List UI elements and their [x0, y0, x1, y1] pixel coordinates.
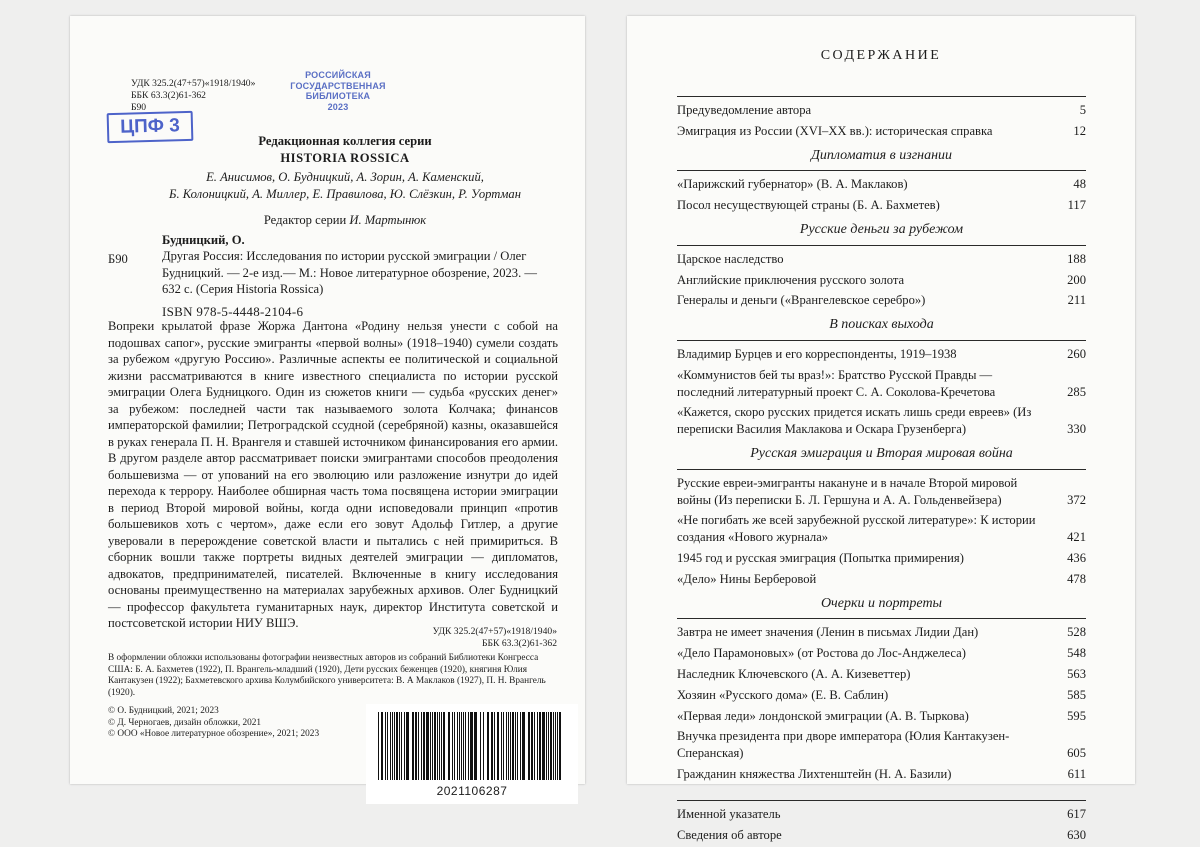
toc-entry-title: «Не погибать же всей зарубежной русской литературе»: К истории создания «Нового журнала»: [677, 513, 1036, 545]
bbk-code: ББК 63.3(2)61-362: [131, 90, 206, 101]
barcode-bar: [415, 712, 417, 780]
toc-entry: [677, 367, 1086, 401]
library-stamp-line: БИБЛИОТЕКА: [305, 91, 371, 101]
series-editor-name: И. Мартынюк: [349, 213, 427, 227]
toc-entry-title: Гражданин княжества Лихтенштейн (Н. А. Базили): [677, 766, 952, 781]
barcode-bar: [494, 712, 495, 780]
toc-entry: [677, 766, 1086, 783]
toc-entry-title: Эмиграция из России (XVI–XX вв.): историческая справка: [677, 123, 993, 138]
toc-entry: [677, 102, 1086, 119]
toc-entry-page: 5: [1079, 103, 1086, 117]
toc-entry-title: Владимир Бурцев и его корреспонденты, 1919–1938: [677, 346, 957, 361]
barcode-bar: [390, 712, 391, 780]
barcode-bar: [503, 712, 504, 780]
toc-entry: [677, 346, 1086, 363]
toc-entry-title: Завтра не имеет значения (Ленин в письмах Лидии Дан): [677, 625, 979, 640]
toc-entry-page: 436: [1067, 550, 1086, 565]
catalog-codes-bottom: [433, 626, 557, 650]
toc-entry-page: 200: [1067, 272, 1086, 287]
toc-entry-page: 630: [1067, 827, 1086, 842]
toc-entry-title: Наследник Ключевского (А. А. Кизеветтер): [677, 666, 911, 681]
toc-divider: [677, 245, 1086, 246]
copyright-line: © Д. Черногаев, дизайн обложки, 2021: [108, 717, 262, 728]
barcode-bar: [385, 712, 386, 780]
bib-code: Б90: [108, 252, 128, 266]
toc-section-heading: Очерки и портреты: [820, 595, 943, 611]
barcode-bar: [459, 712, 460, 780]
barcode-bar: [474, 712, 477, 780]
barcode-bar: [443, 712, 445, 780]
barcode-sticker: [366, 704, 578, 804]
barcode-bar: [559, 712, 561, 780]
toc-entry-title: Английские приключения русского золота: [677, 272, 905, 287]
toc-entry-page: 188: [1067, 251, 1086, 266]
toc-section-heading: Русские деньги за рубежом: [799, 221, 964, 237]
bibliographic-record: [162, 232, 557, 320]
toc-entry-page: 211: [1067, 293, 1086, 308]
barcode-bar: [439, 712, 440, 780]
barcode-bar: [555, 712, 556, 780]
toc-entry: [677, 475, 1086, 509]
toc-entry-page: 285: [1067, 384, 1086, 399]
barcode-bar: [412, 712, 414, 780]
barcode-bar: [441, 712, 442, 780]
toc-entry: [677, 806, 1086, 823]
toc-section-heading: В поисках выхода: [829, 317, 934, 333]
bib-author: Будницкий, О.: [162, 233, 245, 247]
toc-entry: [677, 624, 1086, 641]
barcode-bar: [480, 712, 481, 780]
barcode-bar: [512, 712, 514, 780]
barcode-bar: [557, 712, 558, 780]
barcode-bar: [394, 712, 395, 780]
barcode-bar: [434, 712, 436, 780]
toc-entry-title: «Коммунистов бей ты враз!»: Братство Русской Правды — последний литературный проект С. А. Соколова-Кречетова: [677, 367, 996, 399]
toc-entry-page: 563: [1067, 666, 1086, 681]
toc-entry-title: Предуведомление автора: [677, 103, 812, 117]
toc-heading: СОДЕРЖАНИЕ: [820, 48, 942, 63]
barcode-bar: [423, 712, 425, 780]
board-members-line: Е. Анисимов, О. Будницкий, А. Зорин, А. Каменский,: [206, 170, 484, 184]
barcode-bar: [461, 712, 462, 780]
barcode-number: 2021106287: [436, 784, 508, 798]
toc-entry-title: «Дело» Нины Берберовой: [677, 571, 817, 586]
barcode-bar: [497, 712, 499, 780]
barcode-bar: [452, 712, 453, 780]
toc-entry-title: Именной указатель: [677, 806, 781, 821]
library-stamp-year: 2023: [327, 101, 349, 112]
toc-entry-page: 48: [1073, 177, 1086, 192]
toc-entry-title: Хозяин «Русского дома» (Е. В. Саблин): [677, 687, 889, 702]
barcode-bar: [399, 712, 400, 780]
toc-divider: [677, 170, 1086, 171]
toc-entry-title: Посол несуществующей страны (Б. А. Бахметев): [677, 198, 940, 213]
barcode-bar: [506, 712, 507, 780]
toc-entry: [677, 550, 1086, 567]
barcode-bar: [432, 712, 433, 780]
barcode-bar: [522, 712, 525, 780]
barcode-bar: [396, 712, 398, 780]
barcode-bar: [404, 712, 405, 780]
toc-entry: [677, 512, 1086, 546]
library-stamp-line: ГОСУДАРСТВЕННАЯ: [290, 80, 386, 91]
barcode-bar: [515, 712, 516, 780]
toc-entry: [677, 645, 1086, 662]
toc-entry: [677, 251, 1086, 268]
barcode-bar: [553, 712, 554, 780]
toc-entry-title: 1945 год и русская эмиграция (Попытка примирения): [677, 550, 964, 565]
barcode-bar: [487, 712, 489, 780]
author-mark: Б90: [131, 102, 147, 113]
barcode-bar: [508, 712, 509, 780]
cpf-stamp: ЦПФ 3: [107, 111, 194, 143]
toc-entry-title: Генералы и деньги («Врангелевское серебро»): [677, 293, 926, 308]
toc-divider: [677, 340, 1086, 341]
barcode-bar: [454, 712, 455, 780]
toc-divider: [677, 469, 1086, 470]
bib-description: Другая Россия: Исследования по истории русской эмиграции / Олег Будницкий. — 2-е изд.— М.: Новое литературное обозрение, 2023. — 632 с. (Серия Historia Rossica): [162, 249, 537, 297]
barcode-bar: [448, 712, 450, 780]
barcode-bar: [534, 712, 535, 780]
toc-section-heading: Дипломатия в изгнании: [810, 147, 953, 163]
toc-entry: [677, 666, 1086, 683]
board-members-line: Б. Колоницкий, А. Миллер, Е. Правилова, Ю. Слёзкин, Р. Уортман: [169, 186, 521, 201]
barcode-bar: [470, 712, 473, 780]
copyright-line: © ООО «Новое литературное обозрение», 2021; 2023: [108, 729, 320, 740]
toc-entry-page: 548: [1067, 646, 1086, 661]
barcode-bar: [381, 712, 383, 780]
copyright-line: © О. Будницкий, 2021; 2023: [108, 706, 219, 716]
toc-entry: [677, 292, 1086, 309]
toc-section-heading: Русская эмиграция и Вторая мировая война: [750, 445, 1013, 461]
barcode-bar: [437, 712, 438, 780]
toc-entry-page: 372: [1067, 492, 1086, 507]
toc-entry-title: Сведения об авторе: [677, 827, 782, 842]
barcode-bar: [463, 712, 464, 780]
barcode-bar: [537, 712, 538, 780]
barcode-bar: [426, 712, 429, 780]
barcode-bar: [510, 712, 511, 780]
toc-entry: [677, 571, 1086, 588]
barcode-bar: [387, 712, 388, 780]
barcode-bar: [418, 712, 419, 780]
toc-entry: [677, 708, 1086, 725]
barcode-bar: [517, 712, 518, 780]
toc-entry-title: «Дело Парамоновых» (от Ростова до Лос-Анджелеса): [677, 646, 966, 661]
right-page-contents: [627, 16, 1135, 842]
toc-entry: [677, 272, 1086, 289]
toc-entry-page: 528: [1067, 625, 1086, 640]
series-editor-label: Редактор серии: [263, 213, 347, 227]
barcode-bar: [378, 712, 379, 780]
toc-entry-title: Внучка президента при дворе императора (Юлия Кантакузен-Сперанская): [677, 729, 1010, 761]
board-members: [130, 169, 560, 202]
toc-entry: [677, 176, 1086, 193]
barcode-bar: [483, 712, 484, 780]
toc-divider: [677, 96, 1086, 97]
barcode-bar: [401, 712, 402, 780]
toc-entry-page: 478: [1067, 571, 1086, 586]
library-stamp: [288, 70, 388, 112]
toc-entry-page: 330: [1067, 422, 1086, 437]
toc-entry-page: 12: [1073, 123, 1086, 138]
toc-entry-page: 611: [1067, 766, 1086, 781]
udk-code: УДК 325.2(47+57)«1918/1940»: [131, 78, 256, 89]
barcode-bar: [501, 712, 502, 780]
library-stamp-line: РОССИЙСКАЯ: [305, 70, 371, 80]
barcode-bar: [421, 712, 422, 780]
toc-entry-title: «Парижский губернатор» (В. А. Маклаков): [677, 177, 908, 192]
toc-entry-title: Царское наследство: [677, 251, 784, 266]
barcode-bar: [542, 712, 545, 780]
editorial-board: [130, 133, 560, 229]
toc-entry-page: 605: [1067, 746, 1086, 761]
toc-entry-title: «Кажется, скоро русских придется искать лишь среди евреев» (Из переписки Василия Маклакова и Оскара Грузенберга): [677, 405, 1032, 437]
barcode-bar: [457, 712, 458, 780]
toc-entry-title: «Первая леди» лондонской эмиграции (А. В. Тыркова): [677, 708, 969, 723]
barcode-icon: [374, 712, 570, 782]
toc-divider: [677, 800, 1086, 801]
barcode-bar: [491, 712, 493, 780]
isbn: ISBN 978-5-4448-2104-6: [162, 303, 304, 319]
barcode-bar: [430, 712, 431, 780]
barcode-bar: [465, 712, 466, 780]
udk-code: УДК 325.2(47+57)«1918/1940»: [432, 626, 557, 637]
table-of-contents: [677, 96, 1086, 847]
editorial-board-title: Редакционная коллегия серии: [258, 134, 432, 148]
toc-entry: [677, 687, 1086, 704]
toc-entry-title: Русские евреи-эмигранты накануне и в начале Второй мировой войны (Из переписки Б. Л. Гершуна и А. А. Гольденвейзера): [677, 475, 1018, 507]
toc-entry: [677, 197, 1086, 214]
barcode-bar: [531, 712, 533, 780]
toc-entry-page: 617: [1067, 806, 1086, 821]
barcode-bar: [392, 712, 393, 780]
barcode-bar: [550, 712, 552, 780]
bbk-code: ББК 63.3(2)61-362: [482, 638, 557, 649]
barcode-bar: [546, 712, 547, 780]
barcode-bar: [539, 712, 541, 780]
barcode-bar: [406, 712, 409, 780]
annotation: Вопреки крылатой фразе Жоржа Дантона «Родину нельзя унести с собой на подошвах сапог», русские эмигранты «первой волны» (1918–1940) сумели создать за рубежом «другую Россию». Различные аспекты ее политической и социальной жизни рассматриваются в книге известного специалиста по истории русской эмиграции Олега Будницкого. Один из сюжетов книги — судьба «русских денег» за рубежом: последней части так называемого золота Колчака; финансов императорской фамилии; Петроградской ссудной (серебряной) казны, оказавшейся в руках генерала П. Н. Врангеля и ставшей источником финансирования его армии. В другом разделе автор рассматривает поиски эмигрантами способов преодоления большевизма — от упований на его эволюцию или разложение изнутри до идей перехода к террору. Наиболее обширная часть тома посвящена истории эмиграции в период Второй мировой войны, когда одни исповедовали принцип «против большевиков хоть с чертом», даже если его зовут Адольф Гитлер, а другие уверовали в перерождение советской власти и пытались с ней примириться. В сборник вошли также портреты видных деятелей эмиграции — дипломатов, адвокатов, предпринимателей, писателей. Включенные в книгу исследования основаны преимущественно на материалах зарубежных архивов. Олег Будницкий — профессор факультета гуманитарных наук, директор Института советской и постсоветской истории НИУ ВШЭ.: [108, 319, 558, 630]
barcode-bar: [520, 712, 521, 780]
series-editor: [130, 212, 560, 229]
toc-entry-page: 595: [1067, 708, 1086, 723]
toc-entry: [677, 123, 1086, 140]
toc-entry: [677, 827, 1086, 844]
toc-divider: [677, 618, 1086, 619]
toc-entry-page: 260: [1067, 346, 1086, 361]
cover-photo-credits: В оформлении обложки использованы фотографии неизвестных авторов из собраний Библиотеки Конгресса США: Б. А. Бахметев (1922), П. Врангель-младший (1920), Дети русских беженцев (1920), княгиня Юлия Кантакузен (1922); Бахметевского архива Колумбийского университета: В. А Маклаков (1927), П. Н. Врангель (1920).: [108, 653, 546, 698]
copyright-block: [108, 706, 319, 741]
left-page-imprint: [70, 16, 585, 798]
toc-entry-page: 585: [1067, 687, 1086, 702]
toc-entry: [677, 728, 1086, 762]
toc-entry-page: 117: [1067, 198, 1086, 213]
barcode-bar: [468, 712, 469, 780]
toc-entry: [677, 404, 1086, 438]
toc-entry-page: 421: [1067, 530, 1086, 545]
series-name: HISTORIA ROSSICA: [280, 150, 410, 165]
barcode-bar: [548, 712, 549, 780]
catalog-codes: [131, 78, 255, 114]
barcode-bar: [528, 712, 530, 780]
